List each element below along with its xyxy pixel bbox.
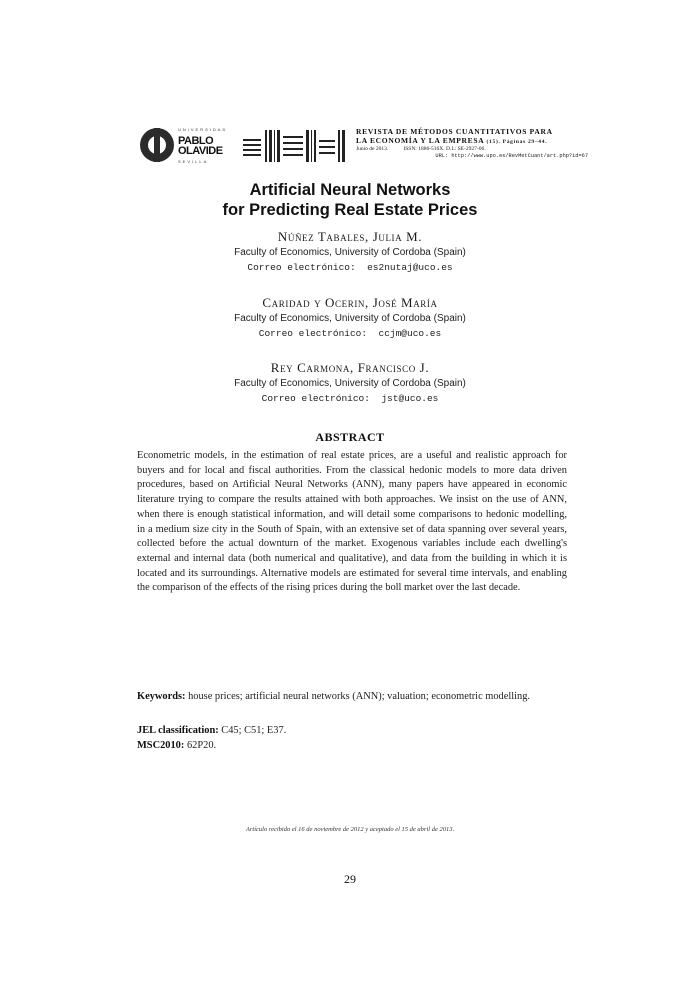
logo-name-line2: OLAVIDE (178, 145, 223, 157)
msc-line (137, 739, 567, 754)
keywords-text: house prices; artificial neural networks (ANN); valuation; econometric modelling. (188, 691, 531, 702)
author-email[interactable]: es2nutaj@uco.es (367, 262, 453, 273)
author-email-line (0, 326, 700, 342)
journal-meta-line (356, 146, 588, 153)
journal-header (138, 124, 588, 168)
email-label: Correo electrónico: (261, 393, 370, 404)
jel-line (137, 724, 567, 739)
author-email-line (0, 260, 700, 276)
email-label: Correo electrónico: (247, 262, 356, 273)
journal-title-line2 (356, 136, 588, 146)
author-affiliation: Faculty of Economics, University of Cordoba (Spain) (234, 247, 466, 258)
author-email-line (0, 391, 700, 407)
received-footnote: Artículo recibido el 16 de noviembre de 2012 y aceptado el 15 de abril de 2013. (245, 826, 455, 833)
journal-barcode-graphic (243, 130, 348, 162)
logo-name (178, 136, 238, 156)
paper-title-line2: for Predicting Real Estate Prices (222, 201, 478, 219)
journal-url[interactable]: URL: http://www.upo.es/RevMetCuant/art.php?id=67 (435, 153, 588, 159)
email-label: Correo electrónico: (258, 328, 368, 339)
journal-title-line2-text: LA ECONOMÍA Y LA EMPRESA (356, 136, 484, 145)
author-email[interactable]: ccjm@uco.es (378, 328, 442, 339)
university-emblem-icon (140, 128, 174, 162)
paper-title (0, 180, 700, 220)
author-affiliation: Faculty of Economics, University of Cordoba (Spain) (234, 313, 466, 324)
journal-identifiers: ISSN: 1886-516X. D.L: SE-2927-06. (403, 146, 486, 152)
author-block (0, 228, 700, 276)
author-name: Núñez Tabales, Julia M. (277, 229, 423, 244)
author-name: Rey Carmona, Francisco J. (270, 360, 430, 375)
msc-text: 62P20. (186, 740, 217, 751)
author-block (0, 359, 700, 407)
jel-label: JEL classification: (137, 725, 219, 736)
logo-name-line1: PABLO (178, 135, 214, 147)
jel-text: C45; C51; E37. (221, 725, 287, 736)
msc-label: MSC2010: (137, 740, 185, 751)
author-email[interactable]: jst@uco.es (381, 393, 439, 404)
university-logo (138, 124, 238, 168)
journal-issue: (15). Páginas 29–44. (486, 139, 548, 145)
journal-title-line1: REVISTA DE MÉTODOS CUANTITATIVOS PARA (356, 127, 553, 136)
author-affiliation: Faculty of Economics, University of Cordoba (Spain) (234, 378, 466, 389)
page-number: 29 (344, 872, 356, 886)
abstract-text: Econometric models, in the estimation of real estate prices, are a useful and realistic approach for buyers and for local and fiscal authorities. From the classical hedonic models to more data driven procedures, based on Artificial Neural Networks (ANN), many papers have appeared in economic literature trying to compare the results attained with both approaches. We insist on the use of ANN, when there is enough statistical information, and will detail some comparisons to hedonic modelling, in a medium size city in the South of Spain, with an extensive set of data spanning over several years, collected before the actual downturn of the market. Exogenous variables include each dwelling's external and internal data (both numerical and qualitative), and data from the building in which it is located and its surroundings. Alternative models are estimated for several time intervals, and enabling the comparison of the effects of the rising prices during the boll market over the last decade. (137, 450, 567, 594)
keywords-line (137, 690, 567, 705)
logo-university-label: UNIVERSIDAD (178, 127, 228, 132)
journal-date: Junio de 2013. (356, 146, 389, 152)
keywords-label: Keywords: (137, 691, 186, 702)
logo-city-label: SEVILLA (178, 159, 209, 164)
journal-info (356, 127, 588, 160)
author-name: Caridad y Ocerin, José María (262, 295, 438, 310)
paper-title-line1: Artificial Neural Networks (249, 181, 451, 199)
abstract-heading: ABSTRACT (315, 430, 385, 444)
author-block (0, 294, 700, 342)
